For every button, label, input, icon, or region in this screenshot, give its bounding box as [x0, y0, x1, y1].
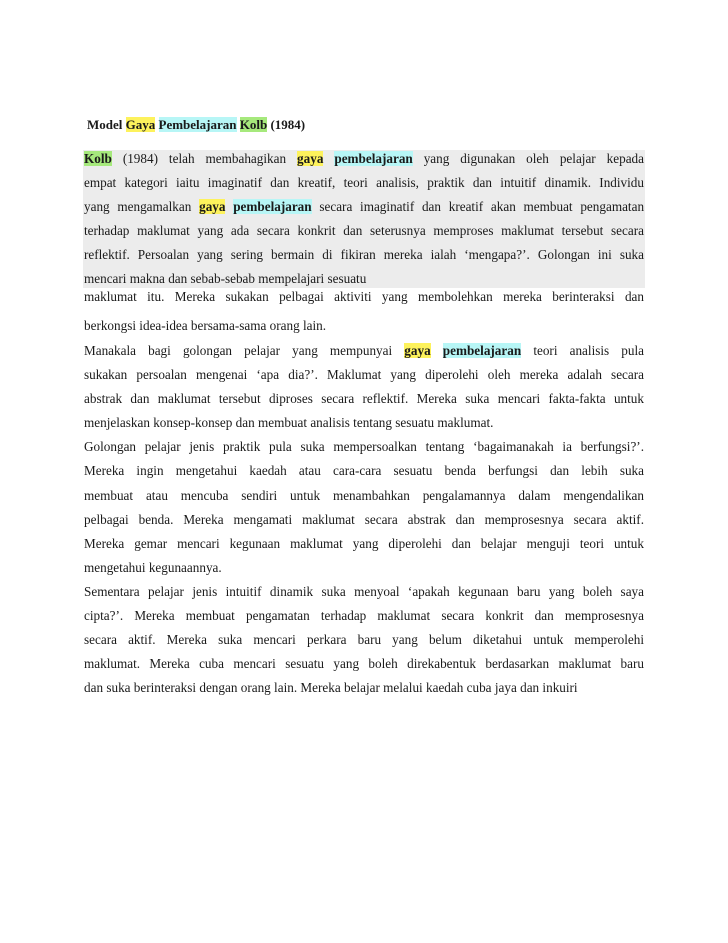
text-line	[84, 655, 644, 673]
text-line	[84, 583, 644, 601]
text-line	[84, 462, 644, 480]
title-highlight-pembelajaran: Pembelajaran	[158, 117, 237, 132]
text-line	[84, 150, 644, 168]
text-line	[84, 535, 644, 553]
line-text: maklumat itu. Mereka sukakan pelbagai aktiviti yang membolehkan mereka berinteraksi dan	[84, 289, 644, 304]
line-text: Golongan pelajar jenis praktik pula suka mempersoalkan tentang ‘bagaimanakah ia berfungsi?’.	[84, 439, 644, 454]
text-line	[84, 366, 644, 384]
title-year: (1984)	[270, 117, 306, 132]
line-text: reflektif. Persoalan yang sering bermain di fikiran mereka ialah ‘mengapa?’. Golongan ini suka	[84, 247, 644, 262]
title-highlight-kolb: Kolb	[239, 117, 268, 132]
line-text: Manakala bagi golongan pelajar yang mempunyai	[84, 343, 393, 358]
line-text: membuat atau mencuba sendiri untuk menambahkan pengalamannya dalam mengendalikan	[84, 488, 644, 503]
line-text: menjelaskan konsep-konsep dan membuat analisis tentang sesuatu maklumat.	[84, 415, 494, 430]
highlight-pembelajaran: pembelajaran	[442, 343, 522, 358]
line-text: secara imaginatif dan kreatif akan membuat pengamatan	[319, 199, 644, 214]
highlight-gaya: gaya	[404, 343, 431, 358]
line-text: abstrak dan maklumat tersebut diproses secara reflektif. Mereka suka mencari fakta-fakta untuk	[84, 391, 644, 406]
highlight-pembelajaran: pembelajaran	[233, 199, 312, 214]
line-text: terhadap maklumat yang ada secara konkrit dan seterusnya memproses maklumat tersebut secara	[84, 223, 644, 238]
text-line	[84, 487, 644, 505]
line-text: sukakan persoalan mengenai ‘apa dia?’. Maklumat yang diperolehi oleh mereka adalah secara	[84, 367, 644, 382]
text-line	[84, 174, 644, 192]
line-text: mengetahui kegunaannya.	[84, 560, 222, 575]
highlight-kolb: Kolb	[84, 151, 112, 166]
line-text: cipta?’. Mereka membuat pengamatan terhadap maklumat secara konkrit dan memprosesnya	[84, 608, 644, 623]
line-text: (1984) telah membahagikan	[122, 151, 287, 166]
line-text: dan suka berinteraksi dengan orang lain. Mereka belajar melalui kaedah cuba jaya dan inkuiri	[84, 680, 578, 695]
text-line	[84, 438, 644, 456]
line-text: Mereka gemar mencari kegunaan maklumat yang diperolehi dan belajar menguji teori untuk	[84, 536, 644, 551]
text-line	[84, 607, 644, 625]
document-title	[87, 116, 305, 134]
shaded-paragraph-background	[83, 150, 645, 288]
text-line	[84, 559, 644, 577]
text-line	[84, 679, 644, 697]
line-text: Mereka ingin mengetahui kaedah atau cara-cara sesuatu benda berfungsi dan lebih suka	[84, 463, 644, 478]
text-line	[84, 198, 644, 216]
text-line	[84, 511, 644, 529]
title-word-model: Model	[87, 117, 123, 132]
title-highlight-gaya: Gaya	[125, 117, 156, 132]
text-line	[84, 288, 644, 306]
highlight-gaya: gaya	[199, 199, 226, 214]
highlight-gaya: gaya	[297, 151, 324, 166]
line-text: mencari makna dan sebab-sebab mempelajari sesuatu	[84, 271, 367, 286]
text-line	[84, 631, 644, 649]
line-text: pelbagai benda. Mereka mengamati maklumat secara abstrak dan memprosesnya secara aktif.	[84, 512, 644, 527]
text-line	[84, 270, 644, 288]
line-text: Sementara pelajar jenis intuitif dinamik suka menyoal ‘apakah kegunaan baru yang boleh saya	[84, 584, 644, 599]
line-text: yang digunakan oleh pelajar kepada	[423, 151, 644, 166]
line-text: empat kategori iaitu imaginatif dan kreatif, teori analisis, praktik dan intuitif dinamik. Individu	[84, 175, 644, 190]
text-line	[84, 246, 644, 264]
text-line	[84, 414, 644, 432]
text-line	[84, 390, 644, 408]
line-text: secara aktif. Mereka suka mencari perkara baru yang belum diketahui untuk memperolehi	[84, 632, 644, 647]
text-line	[84, 222, 644, 240]
line-text: berkongsi idea-idea bersama-sama orang lain.	[84, 318, 327, 333]
line-text: maklumat. Mereka cuba mencari sesuatu yang boleh direkabentuk berdasarkan maklumat baru	[84, 656, 644, 671]
highlight-pembelajaran: pembelajaran	[334, 151, 413, 166]
text-line	[84, 317, 644, 335]
text-line	[84, 342, 644, 360]
line-text: teori analisis pula	[533, 343, 644, 358]
line-text: yang mengamalkan	[84, 199, 192, 214]
